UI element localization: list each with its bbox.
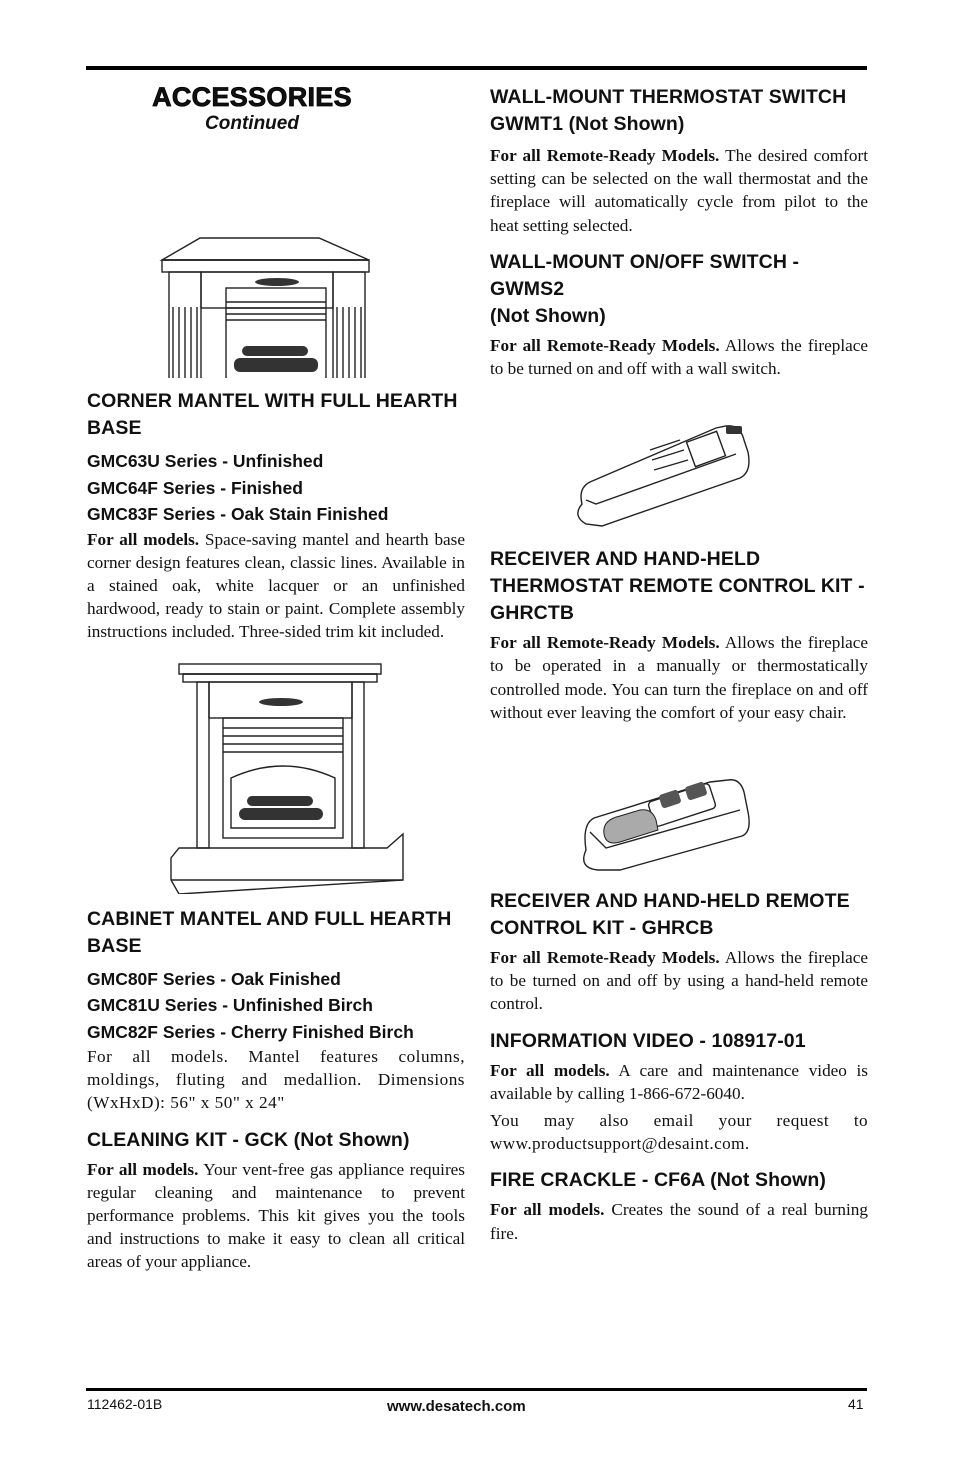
wall-switch-heading: WALL-MOUNT ON/OFF SWITCH - GWMS2: [490, 250, 800, 300]
fire-crackle-body: For all models. Creates the sound of a real burning fire.: [490, 1200, 868, 1243]
page-number: 41: [848, 1396, 864, 1412]
right-column: [490, 84, 868, 1245]
thermostat-remote-illustration: [490, 396, 868, 536]
thermostat-remote-heading: RECEIVER AND HAND-HELD THERMOSTAT REMOTE CONTROL KIT - GHRCTB: [490, 548, 865, 625]
info-video-body: For all models. A care and maintenance video is available by calling 1-866-672-6040.: [490, 1060, 868, 1103]
thermostat-remote-body: For all Remote-Ready Models. Allows the fireplace to be operated in a manually or thermostatically controlled mode. You can turn the fireplace on and off without ever leaving the comfort of your easy chair.: [490, 633, 869, 722]
cabinet-mantel-illustration: [87, 658, 465, 894]
corner-mantel-illustration: [87, 142, 465, 378]
series-item: GMC82F Series - Cherry Finished Birch: [87, 1021, 414, 1042]
bottom-rule: [86, 1388, 867, 1391]
fire-crackle-heading: FIRE CRACKLE - CF6A (Not Shown): [490, 1169, 827, 1192]
remote-control-body: For all Remote-Ready Models. Allows the fireplace to be turned on and off by using a hand-held remote control.: [490, 948, 869, 1014]
series-item: GMC64F Series - Finished: [87, 477, 303, 498]
top-rule: [86, 66, 867, 70]
wall-thermostat-heading: WALL-MOUNT THERMOSTAT SWITCH GWMT1 (Not Shown): [490, 86, 847, 135]
left-column: [87, 78, 465, 1274]
series-item: GMC80F Series - Oak Finished: [87, 968, 341, 989]
cabinet-mantel-heading: CABINET MANTEL AND FULL HEARTH BASE: [87, 907, 452, 957]
website-link[interactable]: www.desatech.com: [387, 1398, 526, 1415]
wall-switch-body: For all Remote-Ready Models. Allows the fireplace to be turned on and off with a wall switch.: [490, 335, 869, 379]
series-item: GMC83F Series - Oak Stain Finished: [87, 504, 389, 524]
cabinet-mantel-body: For all models. Mantel features columns, moldings, fluting and medallion. Dimensions (WxHxD): 56" x 50" x 24": [87, 1047, 465, 1113]
section-subtitle: Continued: [205, 113, 299, 134]
info-video-email: You may also email your request to www.productsupport@desaint.com.: [490, 1111, 868, 1154]
remote-control-heading: RECEIVER AND HAND-HELD REMOTE CONTROL KIT - GHRCB: [490, 890, 850, 940]
corner-mantel-body: For all models. Space-saving mantel and hearth base corner design features clean, classic lines. Available in a stained oak, white lacquer or an unfinished hardwood, ready to stain or paint. Complete assembly instructions included. Three-sided trim kit included.: [87, 529, 465, 642]
wall-switch-heading-note: (Not Shown): [490, 304, 606, 327]
series-item: GMC63U Series - Unfinished: [87, 451, 324, 471]
doc-number: 112462-01B: [87, 1396, 163, 1412]
corner-mantel-heading: CORNER MANTEL WITH FULL HEARTH BASE: [87, 390, 458, 439]
section-title: ACCESSORIES: [152, 82, 352, 112]
cleaning-kit-body: For all models. Your vent-free gas appliance requires regular cleaning and maintenance to prevent performance problems. This kit gives you the tools and instructions to make it easy to clean all critical areas of your appliance.: [87, 1159, 465, 1272]
cleaning-kit-heading: CLEANING KIT - GCK (Not Shown): [87, 1128, 410, 1151]
series-item: GMC81U Series - Unfinished Birch: [87, 995, 373, 1016]
info-video-heading: INFORMATION VIDEO - 108917-01: [490, 1029, 806, 1052]
remote-control-illustration: [490, 748, 868, 878]
wall-thermostat-body: For all Remote-Ready Models. The desired comfort setting can be selected on the wall thermostat and the fireplace will automatically cycle from pilot to the heat setting selected.: [490, 146, 868, 235]
